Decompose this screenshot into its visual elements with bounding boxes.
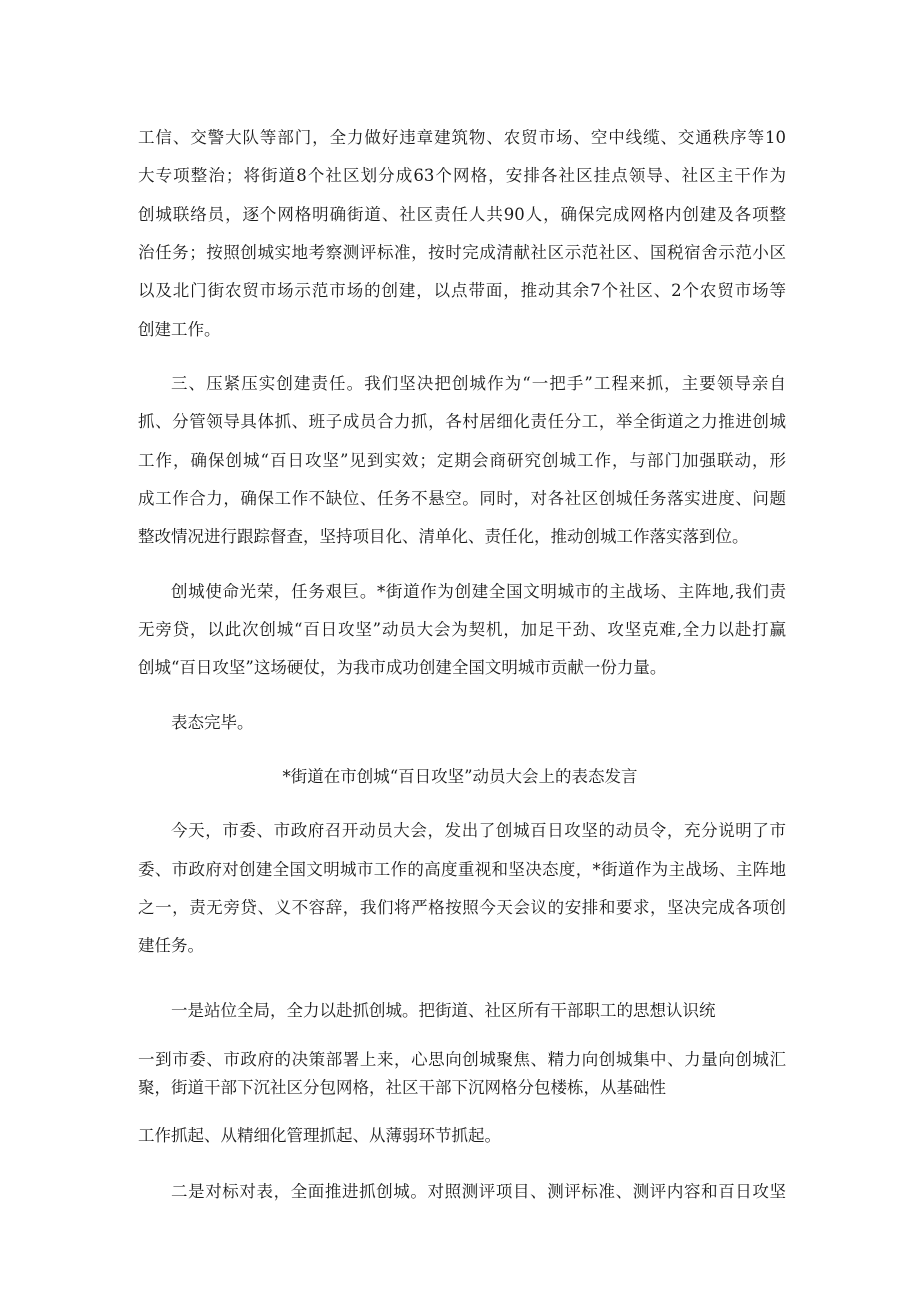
text-line: 今天，市委、市政府召开动员大会，发出了创城百日攻坚的动员令，充分说明了市	[171, 821, 786, 840]
text-line: 以及北门街农贸市场示范市场的创建，以点带面，推动其余7个社区、2个农贸市场等	[138, 281, 786, 300]
text-line: 之一，责无旁贷、义不容辞，我们将严格按照今天会议的安排和要求，坚决完成各项创	[138, 898, 786, 917]
text-line: 一到市委、市政府的决策部署上来，心思向创城聚焦、精力向创城集中、力量向创城汇	[138, 1050, 786, 1069]
text-line: 二是对标对表，全面推进抓创城。对照测评项目、测评标准、测评内容和百日攻坚	[171, 1182, 786, 1201]
text-line: 工作抓起、从精细化管理抓起、从薄弱环节抓起。	[138, 1126, 501, 1145]
section-title: *街道在市创城“百日攻坚”动员大会上的表态发言	[282, 767, 638, 786]
text-line: 委、市政府对创建全国文明城市工作的高度重视和坚决态度，*街道作为主战场、主阵地	[138, 860, 786, 879]
text-line: 创城“百日攻坚”这场硬仗，为我市成功创建全国文明城市贡献一份力量。	[138, 658, 667, 677]
text-line: 治任务；按照创城实地考察测评标准，按时完成清献社区示范社区、国税宿舍示范小区	[138, 243, 786, 262]
text-line: 聚，街道干部下沉社区分包网格，社区干部下沉网格分包楼栋，从基础性	[138, 1078, 666, 1097]
text-line: 三、压紧压实创建责任。我们坚决把创城作为“一把手”工程来抓，主要领导亲自	[171, 374, 786, 393]
text-line: 创城使命光荣，任务艰巨。*街道作为创建全国文明城市的主战场、主阵地,我们责	[171, 582, 786, 601]
text-line: 整改情况进行跟踪督查，坚持项目化、清单化、责任化，推动创城工作落实落到位。	[138, 527, 749, 546]
text-line: 创城联络员，逐个网格明确街道、社区责任人共90人，确保完成网格内创建及各项整	[138, 205, 786, 224]
text-line: 建任务。	[138, 936, 204, 955]
text-line: 工信、交警大队等部门，全力做好违章建筑物、农贸市场、空中线缆、交通秩序等10	[138, 128, 786, 147]
text-line: 成工作合力，确保工作不缺位、任务不悬空。同时，对各社区创城任务落实进度、问题	[138, 489, 786, 508]
text-line: 无旁贷，以此次创城“百日攻坚”动员大会为契机，加足干劲、攻坚克难,全力以赴打赢	[138, 620, 786, 639]
text-line: 抓、分管领导具体抓、班子成员合力抓，各村居细化责任分工，举全街道之力推进创城	[138, 412, 786, 431]
text-line: 一是站位全局，全力以赴抓创城。把街道、社区所有干部职工的思想认识统	[171, 1001, 716, 1020]
text-line: 大专项整治；将街道8个社区划分成63个网格，安排各社区挂点领导、社区主干作为	[138, 166, 786, 185]
text-line: 创建工作。	[138, 320, 221, 339]
text-line: 工作，确保创城“百日攻坚”见到实效；定期会商研究创城工作，与部门加强联动，形	[138, 451, 786, 470]
text-line: 表态完毕。	[171, 713, 254, 732]
